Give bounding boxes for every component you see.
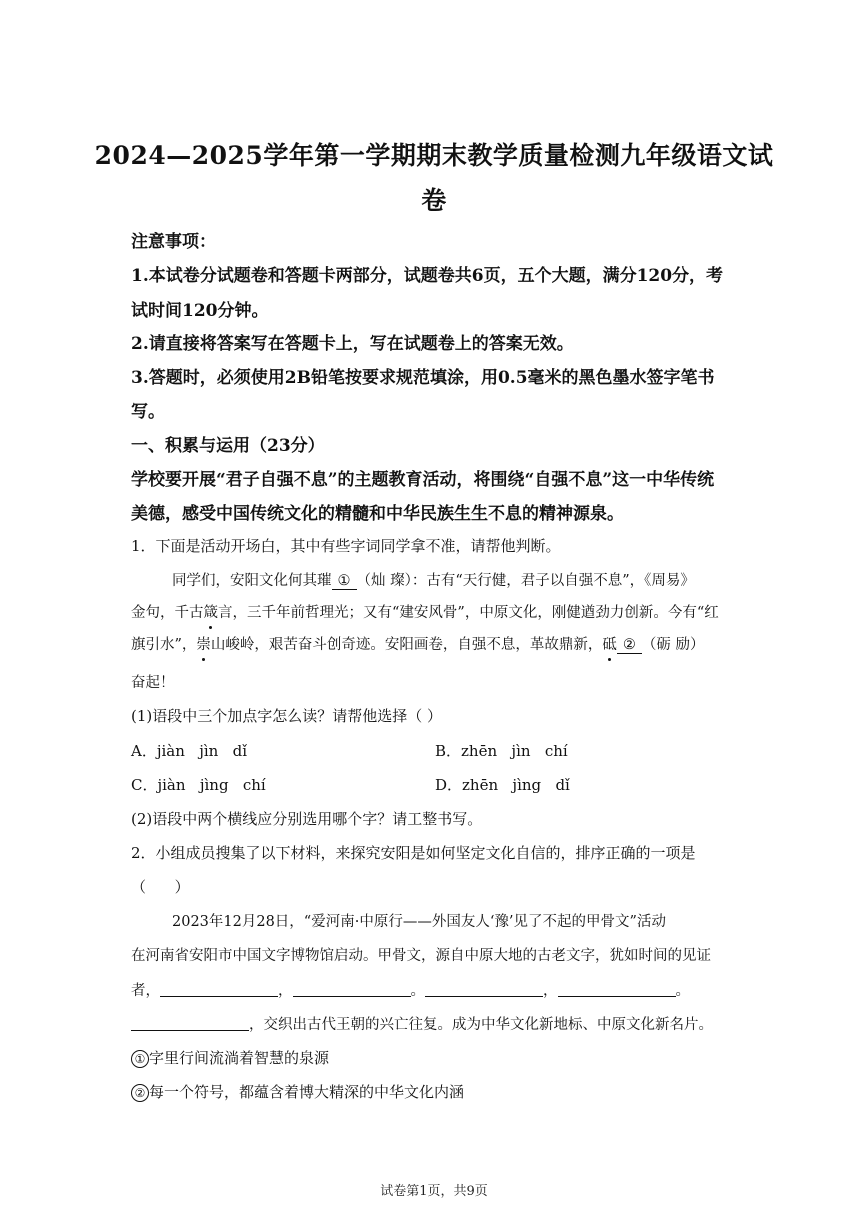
punctuation: ， — [278, 983, 293, 999]
passage-text: 者， — [131, 983, 160, 999]
material-line-4 — [131, 1013, 713, 1034]
punctuation: 。 — [675, 983, 690, 999]
dotted-char: 崇 — [196, 633, 211, 654]
dotted-char: 箴 — [204, 601, 219, 622]
choice-number: ① — [131, 1050, 149, 1068]
material-line-2: 在河南省安阳市中国文字博物馆启动。甲骨文，源自中原大地的古老文字，犹如时间的见证 — [131, 948, 711, 964]
question-2: 2．小组成员搜集了以下材料，来探究安阳是如何坚定文化自信的，排序正确的一项是 — [131, 844, 696, 862]
passage-text: （灿 璨）：古有“天行健，君子以自强不息”，《周易》 — [356, 573, 695, 589]
material-line-3 — [131, 979, 690, 1000]
fill-blank — [558, 982, 676, 997]
passage-text: 言，三千年前哲理光；又有“建安风骨”，中原文化，刚健遒劲力创新。今有“红 — [218, 605, 719, 621]
punctuation: 。 — [410, 983, 425, 999]
punctuation: ， — [543, 983, 558, 999]
intro-text-cont: 美德，感受中国传统文化的精髓和中华民族生生不息的精神源泉。 — [131, 504, 624, 524]
notice-item-3-cont: 写。 — [131, 402, 165, 422]
choice-1 — [131, 1047, 329, 1068]
intro-text: 学校要开展“君子自强不息”的主题教育活动，将围绕“自强不息”这一中华传统 — [131, 470, 715, 490]
question-1-2: (2)语段中两个横线应分别选用哪个字？请工整书写。 — [131, 810, 483, 828]
section-heading: 一、积累与运用（23分） — [131, 436, 325, 456]
page-title-continued: 卷 — [421, 186, 447, 215]
passage-line-1 — [172, 569, 695, 590]
passage-line-2 — [131, 601, 719, 622]
option-d: D．zhēn jìng dǐ — [435, 776, 570, 794]
choice-text: 字里行间流淌着智慧的泉源 — [149, 1049, 330, 1067]
fill-blank — [160, 982, 278, 997]
option-a: A．jiàn jìn dǐ — [131, 742, 248, 760]
answer-blank-2: ② — [617, 637, 642, 654]
fill-blank — [131, 1016, 249, 1031]
notice-item-3: 3.答题时，必须使用2B铅笔按要求规范填涂，用0.5毫米的黑色墨水签字笔书 — [131, 368, 715, 388]
question-2-paren: （ ） — [131, 878, 190, 896]
option-c: C．jiàn jìng chí — [131, 776, 266, 794]
choice-number: ② — [131, 1084, 149, 1102]
passage-text: 同学们，安阳文化何其璀 — [172, 573, 332, 589]
passage-line-4: 奋起！ — [131, 675, 175, 691]
question-1-1: (1)语段中三个加点字怎么读？请帮他选择（ ） — [131, 707, 443, 725]
passage-text: 山峻岭，艰苦奋斗创奇迹。安阳画卷，自强不息，革故鼎新， — [210, 637, 603, 653]
answer-blank-1: ① — [332, 573, 357, 590]
choice-2 — [131, 1081, 464, 1102]
fill-blank — [425, 982, 543, 997]
option-b: B．zhēn jìn chí — [435, 742, 568, 760]
notice-item-1: 1.本试卷分试题卷和答题卡两部分，试题卷共6页，五个大题，满分120分，考 — [131, 266, 724, 286]
passage-text: 金句，千古 — [131, 605, 204, 621]
material-line-1: 2023年12月28日，“爱河南·中原行——外国友人‘豫’见了不起的甲骨文”活动 — [172, 914, 666, 930]
dotted-char: 砥 — [602, 633, 617, 654]
notice-item-1-cont: 试时间120分钟。 — [131, 301, 269, 321]
notice-heading: 注意事项： — [131, 232, 216, 252]
passage-line-3 — [131, 633, 705, 654]
passage-text: 旗引水”， — [131, 637, 197, 653]
fill-blank — [293, 982, 411, 997]
page-title: 2024—2025学年第一学期期末教学质量检测九年级语文试 — [94, 141, 774, 170]
notice-item-2: 2.请直接将答案写在答题卡上，写在试题卷上的答案无效。 — [131, 334, 574, 354]
choice-text: 每一个符号，都蕴含着博大精深的中华文化内涵 — [149, 1083, 465, 1101]
passage-text: ，交织出古代王朝的兴亡往复。成为中华文化新地标、中原文化新名片。 — [249, 1017, 713, 1033]
page-footer: 试卷第1页，共9页 — [380, 1184, 488, 1199]
question-1: 1．下面是活动开场白，其中有些字词同学拿不准，请帮他判断。 — [131, 537, 561, 555]
passage-text: （砺 励） — [641, 637, 705, 653]
